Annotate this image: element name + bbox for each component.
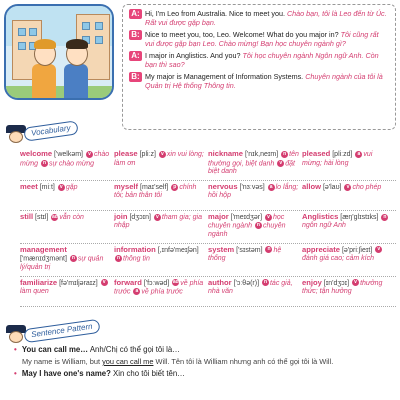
vocab-word: forward [114,277,142,287]
part-of-speech-icon: v [265,214,272,221]
vocabulary-entry [302,213,396,240]
vocab-meaning: tên thường gọi, biệt danh [208,151,299,167]
vocab-word: please [114,149,138,158]
part-of-speech-icon: v [86,151,93,158]
vocab-word: system [208,244,235,254]
vocabulary-entry [302,246,396,273]
vocab-phonetic: [,ɪnfə'meɪʃən] [157,246,199,254]
vocab-phonetic: [fə'mɪljəraɪz] [59,279,98,287]
part-of-speech-icon: v [352,279,359,286]
vietnamese-text: Tôi cũng rất vui được gặp bạn Leo. Chào mừng! Bạn học chuyên ngành gì? [145,30,379,48]
vocabulary-entry [20,279,114,303]
speaker-tag: A: [129,51,142,61]
vocab-meaning: cho phép [352,183,382,191]
vocabulary-entry [302,279,396,303]
vocabulary-entry [114,246,208,273]
part-of-speech-icon: v [277,160,284,167]
part-of-speech-icon: v [375,246,382,253]
vocab-meaning: về phía trước [141,288,183,296]
speaker-tag: B: [129,72,142,82]
vocab-word: myself [114,181,139,191]
vocab-phonetic: [ə'priːʃieɪt] [341,246,373,254]
part-of-speech-icon: ad [51,213,58,220]
dialogue-line [129,30,389,48]
vocab-meaning: lo lắng; hồi hộp [208,183,299,200]
vocab-word: still [20,211,34,221]
vocab-word: appreciate [302,244,340,254]
vocab-word: Anglistics [302,211,339,221]
vocabulary-badge [6,122,86,144]
sentence-pattern-item [14,345,396,355]
vocab-meaning: tham gia; gia nhập [114,213,202,230]
student-face-icon [9,331,23,343]
vocab-phonetic: ['nɜːvəs] [239,183,265,191]
vocab-phonetic: ['mænɪdʒmənt] [20,255,67,263]
vocab-meaning: vui mừng; hài lòng [302,151,373,167]
part-of-speech-icon: n [383,213,387,220]
speaker-tag: B: [129,30,142,40]
vocab-meaning: tác giả, nhà văn [208,279,293,296]
vocabulary-entry [20,213,114,240]
dialogue-line [129,9,389,27]
vocab-meaning: hệ thống [208,246,282,263]
vocab-word: major [208,211,229,221]
vocab-meaning: xin vui lòng; làm ơn [114,151,204,167]
vocabulary-entry [114,279,208,303]
vocab-word: pleased [302,149,331,158]
vocab-meaning: thưởng thức; tận hưởng [302,279,383,296]
part-of-speech-icon: n [256,222,260,229]
vocab-phonetic: [maɪ'self] [140,183,169,191]
part-of-speech-icon: v [159,151,166,158]
dialogue-illustration [4,4,114,100]
student-face-icon [9,131,23,143]
vietnamese-text: Chào bạn, tôi là Leo đến từ Úc. Rất vui được gặp bạn. [145,9,387,27]
vocab-meaning: đặt biệt danh [208,159,295,176]
vocab-word: allow [302,181,321,191]
part-of-speech-icon: a [268,184,275,191]
vocab-meaning: làm quen [20,288,49,296]
vocab-word: familiarize [20,277,58,287]
english-text: Nice to meet you, too, Leo. Welcome! What do you major in? [145,30,339,39]
sentence-pattern-badge [6,322,116,344]
vocab-phonetic: [ɪn'dʒɔɪ] [323,279,350,287]
english-text: I major in Anglistics. And you? [145,51,241,60]
vocabulary-entry [20,150,114,177]
vocabulary-entry [208,183,302,207]
part-of-speech-icon: p [173,183,177,190]
part-of-speech-icon: v [154,214,161,221]
vocabulary-row [20,277,396,307]
vocab-meaning: thông tin [123,255,150,263]
vocabulary-entry [20,246,114,273]
vocabulary-row [20,148,396,181]
part-of-speech-icon: n [267,246,271,253]
vocab-phonetic: ['nɪk,neɪm] [245,151,279,158]
vocab-phonetic: ['ɔːθə(r)] [233,279,260,287]
part-of-speech-icon: a [355,151,362,158]
vocabulary-entry [302,150,396,177]
vocab-word: enjoy [302,277,322,287]
vocabulary-grid [20,148,396,307]
vocab-phonetic: [stɪl] [35,213,49,221]
part-of-speech-icon: v [58,184,65,191]
vocab-meaning: sự quản lý/quản trị [20,255,104,272]
vocab-meaning: chính tôi; bản thân tôi [114,183,197,200]
pattern-translation: Anh/Chị có thể gọi tôi là… [89,345,180,354]
dialogue-box [122,4,396,130]
sentence-pattern-item [14,369,396,379]
speaker-tag: A: [129,9,142,19]
english-text: Hi, I'm Leo from Australia. Nice to meet you. [145,9,285,18]
vocabulary-entry [208,213,302,240]
vocab-word: management [20,244,67,254]
vocab-meaning: vẫn còn [59,213,84,221]
vocab-phonetic: ['meɪdʒər] [230,213,263,221]
vocab-meaning: chuyên ngành [208,222,286,239]
vocab-phonetic: ['fɔːwəd] [143,279,170,287]
part-of-speech-icon: n [71,255,75,262]
vocabulary-title: Vocabulary [23,120,78,141]
pattern-text: You can call me… [21,345,89,354]
vocabulary-entry [302,183,396,207]
vocab-meaning: ngôn ngữ Anh [302,222,346,230]
part-of-speech-icon: a [133,288,140,295]
vocab-phonetic: ['sɪstəm] [236,246,263,254]
vocab-phonetic: [pliːzd] [332,151,353,158]
part-of-speech-icon: v [344,184,351,191]
vocab-meaning: sự chào mừng [49,159,95,167]
vocabulary-entry [208,246,302,273]
part-of-speech-icon: v [101,279,108,286]
vocab-word: nervous [208,181,238,191]
vocab-phonetic: [ə'laʊ] [322,183,342,191]
vocabulary-entry [208,279,302,303]
vocab-word: nickname [208,149,244,158]
vocab-meaning: học chuyên ngành [208,213,285,230]
sentence-pattern-list [14,345,396,381]
vocab-meaning: đánh giá cao; cảm kích [302,255,374,263]
bullet-icon: • [14,368,17,378]
vocab-phonetic: ['welkəm] [54,151,83,158]
sentence-pattern-title: Sentence Pattern [23,319,100,343]
vocab-word: welcome [20,149,53,158]
vocabulary-entry [114,183,208,207]
vocab-phonetic: [æŋ'glɪstɪks] [340,213,379,221]
part-of-speech-icon: n [42,159,47,166]
part-of-speech-icon: n [263,279,268,286]
vocabulary-entry [114,213,208,240]
dialogue-line [129,51,389,69]
underlined-pattern: you can call me [102,357,154,366]
vocab-phonetic: [dʒɔɪn] [129,213,151,221]
pattern-translation: Xin cho tôi biết tên… [113,368,185,378]
vocabulary-row [20,211,396,244]
vocabulary-entry [114,150,208,177]
vocab-word: author [208,277,232,287]
part-of-speech-icon: n [283,150,287,157]
vocab-word: meet [20,181,38,191]
part-of-speech-icon: ad [172,279,179,286]
vietnamese-text: Chuyên ngành của tôi là Quản trị Hệ thống Thông tin. [145,72,383,90]
english-text: My major is Management of Information Systems. [145,72,304,81]
pattern-example: My name is William, but you can call me Will. Tên tôi là William nhưng anh có thể gọi tôi là Will. [22,357,334,366]
vocabulary-entry [20,183,114,207]
vocab-word: information [114,244,156,254]
dialogue-line [129,72,389,90]
vocabulary-entry [208,150,302,177]
part-of-speech-icon: n [116,255,121,262]
bullet-icon: • [14,345,17,354]
vocab-meaning: về phía trước [114,279,204,296]
vocab-meaning: gặp [65,183,78,191]
vocabulary-row [20,244,396,277]
vocab-phonetic: [pliːz] [139,151,156,158]
vocab-phonetic: [miːt] [39,183,55,191]
vietnamese-text: Tôi học chuyên ngành Ngôn ngữ Anh. Còn bạn thì sao? [145,51,379,69]
vocab-meaning: chào mừng [20,151,110,167]
pattern-text: May I have one's name? [21,368,111,378]
vocabulary-row [20,181,396,211]
vocab-word: join [114,211,128,221]
